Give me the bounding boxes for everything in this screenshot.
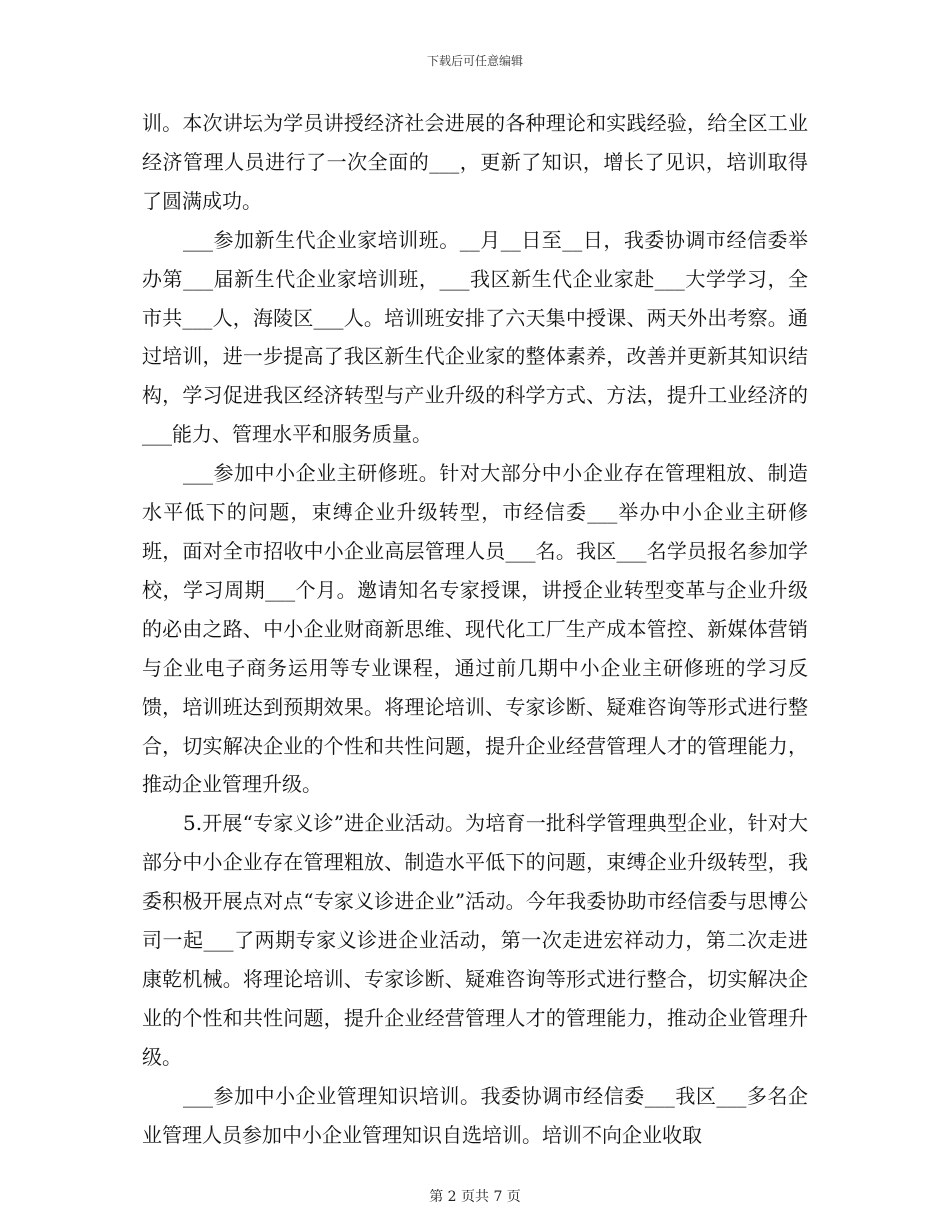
paragraph-1: 训。本次讲坛为学员讲授经济社会进展的各种理论和实践经验，给全区工业经济管理人员进行了一次全面的___，更新了知识，增长了见识，培训取得了圆满成功。 — [142, 111, 808, 213]
page-footer: 第 2 页共 7 页 — [429, 1189, 521, 1205]
paragraph-5: ___参加中小企业管理知识培训。我委协调市经信委___我区___多名企业管理人员参加中小企业管理知识自选培训。培训不向企业收取 — [142, 1083, 808, 1147]
paragraph-2: ___参加新生代企业家培训班。__月__日至__日，我委协调市经信委举办第___届新生代企业家培训班，___我区新生代企业家赴___大学学习，全市共___人，海陵区___人。培训班安排了六天集中授课、两天外出考察。通过培训，进一步提高了我区新生代企业家的整体素养，改善并更新其知识结构，学习促进我区经济转型与产业升级的科学方式、方法，提升工业经济的___能力、管理水平和服务质量。 — [142, 227, 808, 447]
paragraph-3: ___参加中小企业主研修班。针对大部分中小企业存在管理粗放、制造水平低下的问题，束缚企业升级转型，市经信委___举办中小企业主研修班，面对全市招收中小企业高层管理人员___名。我区___名学员报名参加学校，学习周期___个月。邀请知名专家授课，讲授企业转型变革与企业升级的必由之路、中小企业财商新思维、现代化工厂生产成本管控、新媒体营销与企业电子商务运用等专业课程，通过前几期中小企业主研修班的学习反馈，培训班达到预期效果。将理论培训、专家诊断、疑难咨询等形式进行整合，切实解决企业的个性和共性问题，提升企业经营管理人才的管理能力，推动企业管理升级。 — [142, 461, 808, 797]
document-body — [142, 104, 808, 1154]
paragraph-4: 5.开展“专家义诊”进企业活动。为培育一批科学管理典型企业，针对大部分中小企业存在管理粗放、制造水平低下的问题，束缚企业升级转型，我委积极开展点对点“专家义诊进企业”活动。今年我委协助市经信委与思博公司一起___了两期专家义诊进企业活动，第一次走进宏祥动力，第二次走进康乾机械。将理论培训、专家诊断、疑难咨询等形式进行整合，切实解决企业的个性和共性问题，提升企业经营管理人才的管理能力，推动企业管理升级。 — [142, 811, 808, 1069]
page-header: 下载后可任意编辑 — [426, 54, 523, 68]
